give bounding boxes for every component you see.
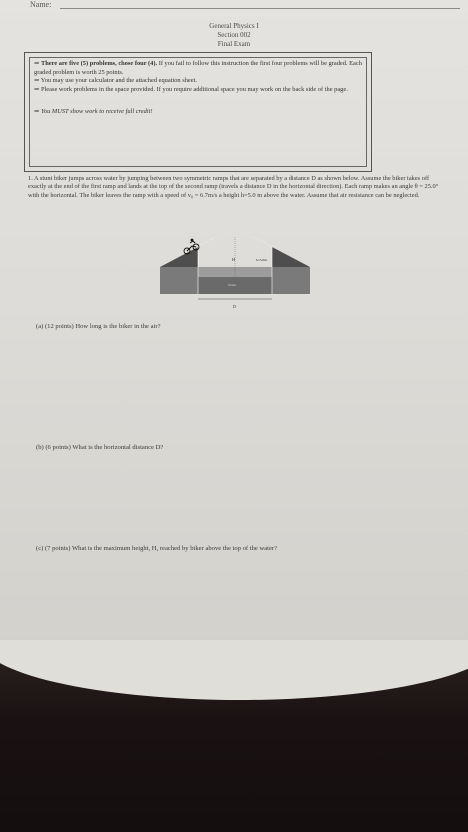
- instruction-1: ⇒ There are five (5) problems, chose four (4). If you fail to follow this instruction the first four problems will be graded. Each graded problem is worth 25 points.: [34, 60, 362, 76]
- part-a: (a) (12 points) How long is the biker in the air?: [36, 323, 161, 330]
- question-1: [28, 175, 448, 200]
- label-H: H: [232, 257, 235, 262]
- label-D: D: [233, 304, 236, 309]
- part-b: (b) (6 points) What is the horizontal distance D?: [36, 444, 164, 451]
- right-ramp: [272, 247, 310, 267]
- left-ramp: [160, 247, 198, 267]
- instructions-box: [24, 52, 372, 172]
- exam-label: Final Exam: [217, 40, 251, 48]
- question-text: A stunt biker jumps across water by jumping between two symmetric ramps that are separated by a distance D as shown below. Assume the biker takes off exactly at the end of the first ramp and lands at the top of the second ramp (travels a distance D in the horizontal direction). Each ramp makes an angle θ = 25.0° with the horizontal. The biker leaves the ramp with a speed of v₀ = 6.7m/s a height h=5.0 m above the water. Assume that air resistance can be neglected.: [28, 175, 439, 199]
- name-line: [60, 8, 460, 9]
- label-water: Water: [228, 283, 237, 287]
- instruction-4: ⇒ You MUST show work to receive full credit!: [34, 108, 153, 116]
- instruction-1-bold: There are five (5) problems, chose four (4).: [40, 60, 158, 67]
- label-h: h=5.0m: [256, 258, 267, 262]
- question-number: 1.: [28, 175, 33, 182]
- course-title: General Physics I: [209, 22, 259, 30]
- part-c: (c) (7 points) What is the maximum height, H, reached by biker above the top of the water?: [36, 545, 278, 552]
- instruction-3: ⇒ Please work problems in the space provided. If you require additional space you may work on the back side of the page.: [34, 85, 348, 93]
- instruction-2: ⇒ You may use your calculator and the attached equation sheet.: [34, 77, 197, 85]
- section-label: Section 002: [217, 31, 251, 39]
- instruction-1-rest: If you fail to follow this instruction the first four problems will be graded. Each graded problem is worth 25 points.: [34, 60, 362, 76]
- ramp-diagram: [160, 237, 310, 317]
- name-label: Name:: [30, 0, 52, 9]
